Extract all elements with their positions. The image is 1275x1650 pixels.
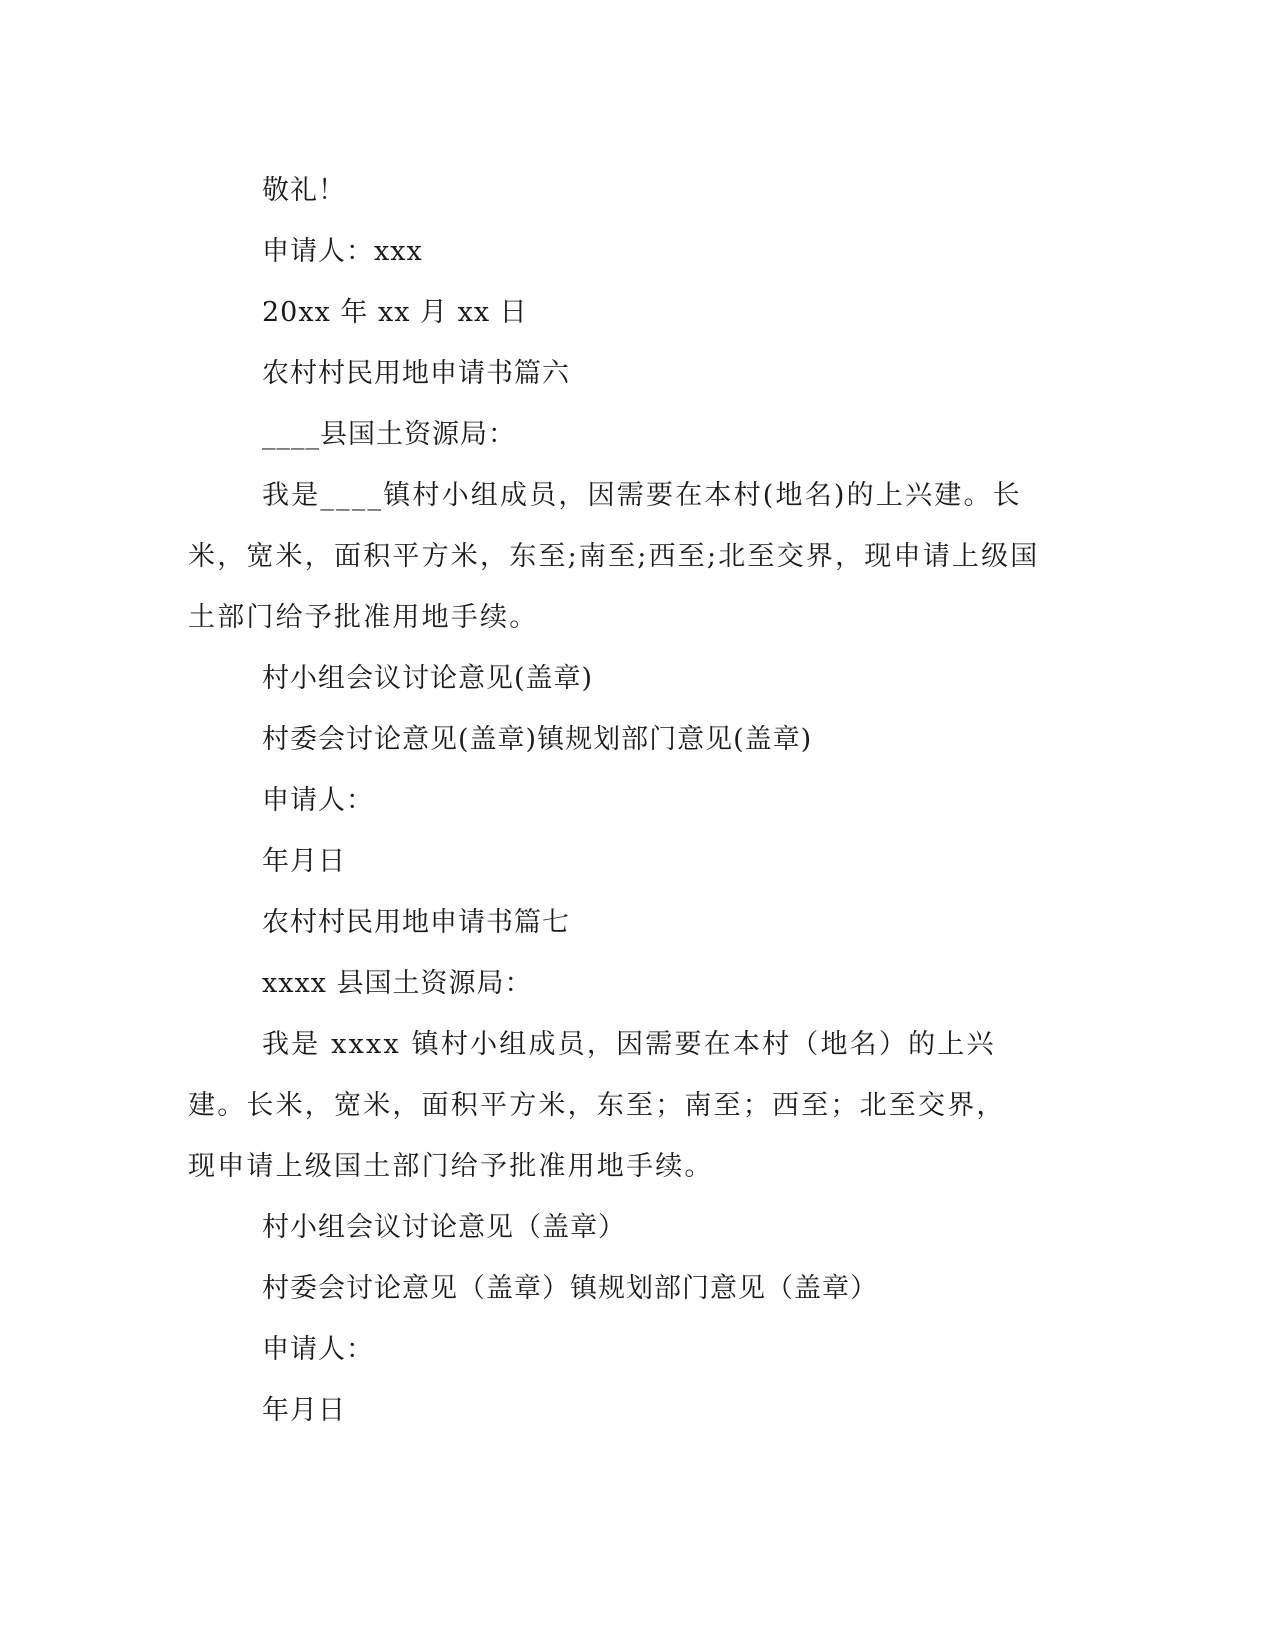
section-title-7: 农村村民用地申请书篇七	[262, 907, 570, 938]
applicant-label-6: 申请人：	[262, 785, 374, 816]
committee-opinion-7: 村委会讨论意见（盖章）镇规划部门意见（盖章）	[262, 1273, 878, 1304]
section-title-6: 农村村民用地申请书篇六	[262, 358, 570, 389]
date-line: 20xx 年 xx 月 xx 日	[262, 297, 528, 328]
committee-opinion-6: 村委会讨论意见(盖章)镇规划部门意见(盖章)	[262, 724, 813, 755]
closing-salutation: 敬礼！	[262, 175, 346, 206]
document-body	[188, 160, 1088, 1441]
date-label-6: 年月日	[262, 846, 346, 877]
addressee-line-7: xxxx 县国土资源局：	[262, 968, 533, 999]
body-paragraph-6: 我是____镇村小组成员，因需要在本村(地名)的上兴建。长米，宽米，面积平方米，东至;南至;西至;北至交界，现申请上级国土部门给予批准用地手续。	[188, 480, 1040, 633]
applicant-label-7: 申请人：	[262, 1334, 374, 1365]
group-opinion-7: 村小组会议讨论意见（盖章）	[262, 1212, 626, 1243]
date-label-7: 年月日	[262, 1395, 346, 1426]
body-paragraph-7: 我是 xxxx 镇村小组成员，因需要在本村（地名）的上兴建。长米，宽米，面积平方米，东至；南至；西至；北至交界，现申请上级国土部门给予批准用地手续。	[188, 1029, 1006, 1182]
applicant-line: 申请人：xxx	[262, 236, 423, 267]
addressee-line-6: ____县国土资源局：	[262, 419, 516, 450]
group-opinion-6: 村小组会议讨论意见(盖章)	[262, 663, 594, 694]
